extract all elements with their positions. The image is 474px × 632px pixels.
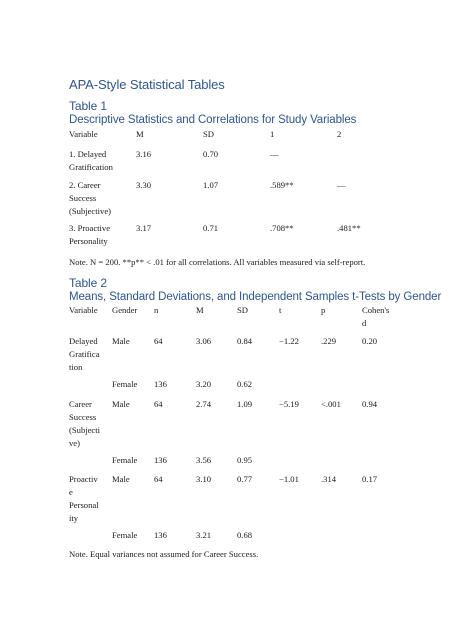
table1-row3-c1: .708** (270, 223, 294, 233)
table2-row6-gender: Female (112, 530, 138, 540)
document-title: APA-Style Statistical Tables (69, 77, 225, 92)
table2-header-sd: SD (237, 305, 248, 315)
table1-header-variable: Variable (69, 129, 98, 139)
table1-header-2: 2 (337, 129, 342, 139)
table1-row1-c1: — (270, 149, 279, 159)
table2-row5-m: 3.10 (196, 474, 212, 484)
table2-row1-sd: 0.84 (237, 336, 253, 346)
table2-row3-m: 2.74 (196, 399, 212, 409)
table2-row5-t: −1.01 (279, 474, 299, 484)
table2-row1-variable-line3: tion (69, 362, 83, 372)
table2-row3-variable-line4: ve) (69, 438, 80, 448)
table2-row3-t: −5.19 (279, 399, 299, 409)
table2-header-m: M (196, 305, 204, 315)
table2-row4-sd: 0.95 (237, 455, 253, 465)
table1-row2-variable-line3: (Subjective) (69, 206, 111, 216)
table2-header-p: p (321, 305, 326, 315)
table1-row2-sd: 1.07 (203, 180, 219, 190)
table1-header-sd: SD (203, 129, 214, 139)
table2-row4-gender: Female (112, 455, 138, 465)
table1-row1-m: 3.16 (136, 149, 152, 159)
table2-header-variable: Variable (69, 305, 98, 315)
table1-note: Note. N = 200. **p** < .01 for all correlations. All variables measured via self-report. (69, 257, 366, 267)
table2-title: Means, Standard Deviations, and Independent Samples t-Tests by Gender (69, 291, 442, 303)
table1-label: Table 1 (69, 99, 107, 113)
table2-row1-n: 64 (154, 336, 163, 346)
table1-row1-variable-line2: Gratification (69, 162, 113, 172)
table2-row3-p: <.001 (321, 399, 341, 409)
table2-row5-variable-line1: Proactiv (69, 474, 98, 484)
table2-row3-variable-line2: Success (69, 412, 97, 422)
table2-header-t: t (279, 305, 282, 315)
table2-row5-sd: 0.77 (237, 474, 253, 484)
table1-header-1: 1 (270, 129, 275, 139)
table1-row3-c2: .481** (337, 223, 361, 233)
table1-row3-variable-line1: 3. Proactive (69, 223, 111, 233)
table2-row2-n: 136 (154, 379, 167, 389)
table1-row3-variable-line2: Personality (69, 236, 108, 246)
table2-row5-p: .314 (321, 474, 337, 484)
table2-row1-t: −1.22 (279, 336, 299, 346)
table2-row3-variable-line3: (Subjecti (69, 425, 101, 435)
table2-row5-variable-line4: ity (69, 513, 79, 523)
table1-row2-m: 3.30 (136, 180, 152, 190)
table2-row6-m: 3.21 (196, 530, 212, 540)
table1-row2-variable-line2: Success (69, 193, 97, 203)
table2-row1-p: .229 (321, 336, 337, 346)
table2-row1-m: 3.06 (196, 336, 212, 346)
table2-row3-variable-line1: Career (69, 399, 92, 409)
table1-row2-variable-line1: 2. Career (69, 180, 101, 190)
table2-row1-variable-line1: Delayed (69, 336, 98, 346)
table1-row3-sd: 0.71 (203, 223, 219, 233)
table1-row2-c1: .589** (270, 180, 294, 190)
table2-row2-gender: Female (112, 379, 138, 389)
table2-row1-gender: Male (112, 336, 130, 346)
table2-row3-sd: 1.09 (237, 399, 253, 409)
table2-header-gender: Gender (112, 305, 138, 315)
table2-row2-m: 3.20 (196, 379, 212, 389)
table2-header-cohens: Cohen's (362, 305, 390, 315)
table2-row4-m: 3.56 (196, 455, 212, 465)
table2-row3-gender: Male (112, 399, 130, 409)
table2-note: Note. Equal variances not assumed for Career Success. (69, 549, 259, 559)
table2-label: Table 2 (69, 276, 107, 290)
table1-header-m: M (136, 129, 144, 139)
table2-row6-n: 136 (154, 530, 167, 540)
table2-header-n: n (154, 305, 159, 315)
table2-row5-variable-line2: e (69, 487, 73, 497)
table1-row1-sd: 0.70 (203, 149, 219, 159)
table1-row2-c2: — (337, 180, 346, 190)
table2-row4-n: 136 (154, 455, 167, 465)
table2-row5-variable-line3: Personal (69, 500, 99, 510)
table2-row2-sd: 0.62 (237, 379, 253, 389)
table1-row1-variable-line1: 1. Delayed (69, 149, 107, 159)
table2-row6-sd: 0.68 (237, 530, 253, 540)
table2-row5-gender: Male (112, 474, 130, 484)
table1-title: Descriptive Statistics and Correlations for Study Variables (69, 114, 357, 126)
table2-row3-d: 0.94 (362, 399, 378, 409)
table2-row1-variable-line2: Gratifica (69, 349, 100, 359)
table2-header-d: d (362, 318, 367, 328)
table2-row3-n: 64 (154, 399, 163, 409)
table2-row5-n: 64 (154, 474, 163, 484)
table2-row5-d: 0.17 (362, 474, 378, 484)
table1-row3-m: 3.17 (136, 223, 152, 233)
table2-row1-d: 0.20 (362, 336, 378, 346)
